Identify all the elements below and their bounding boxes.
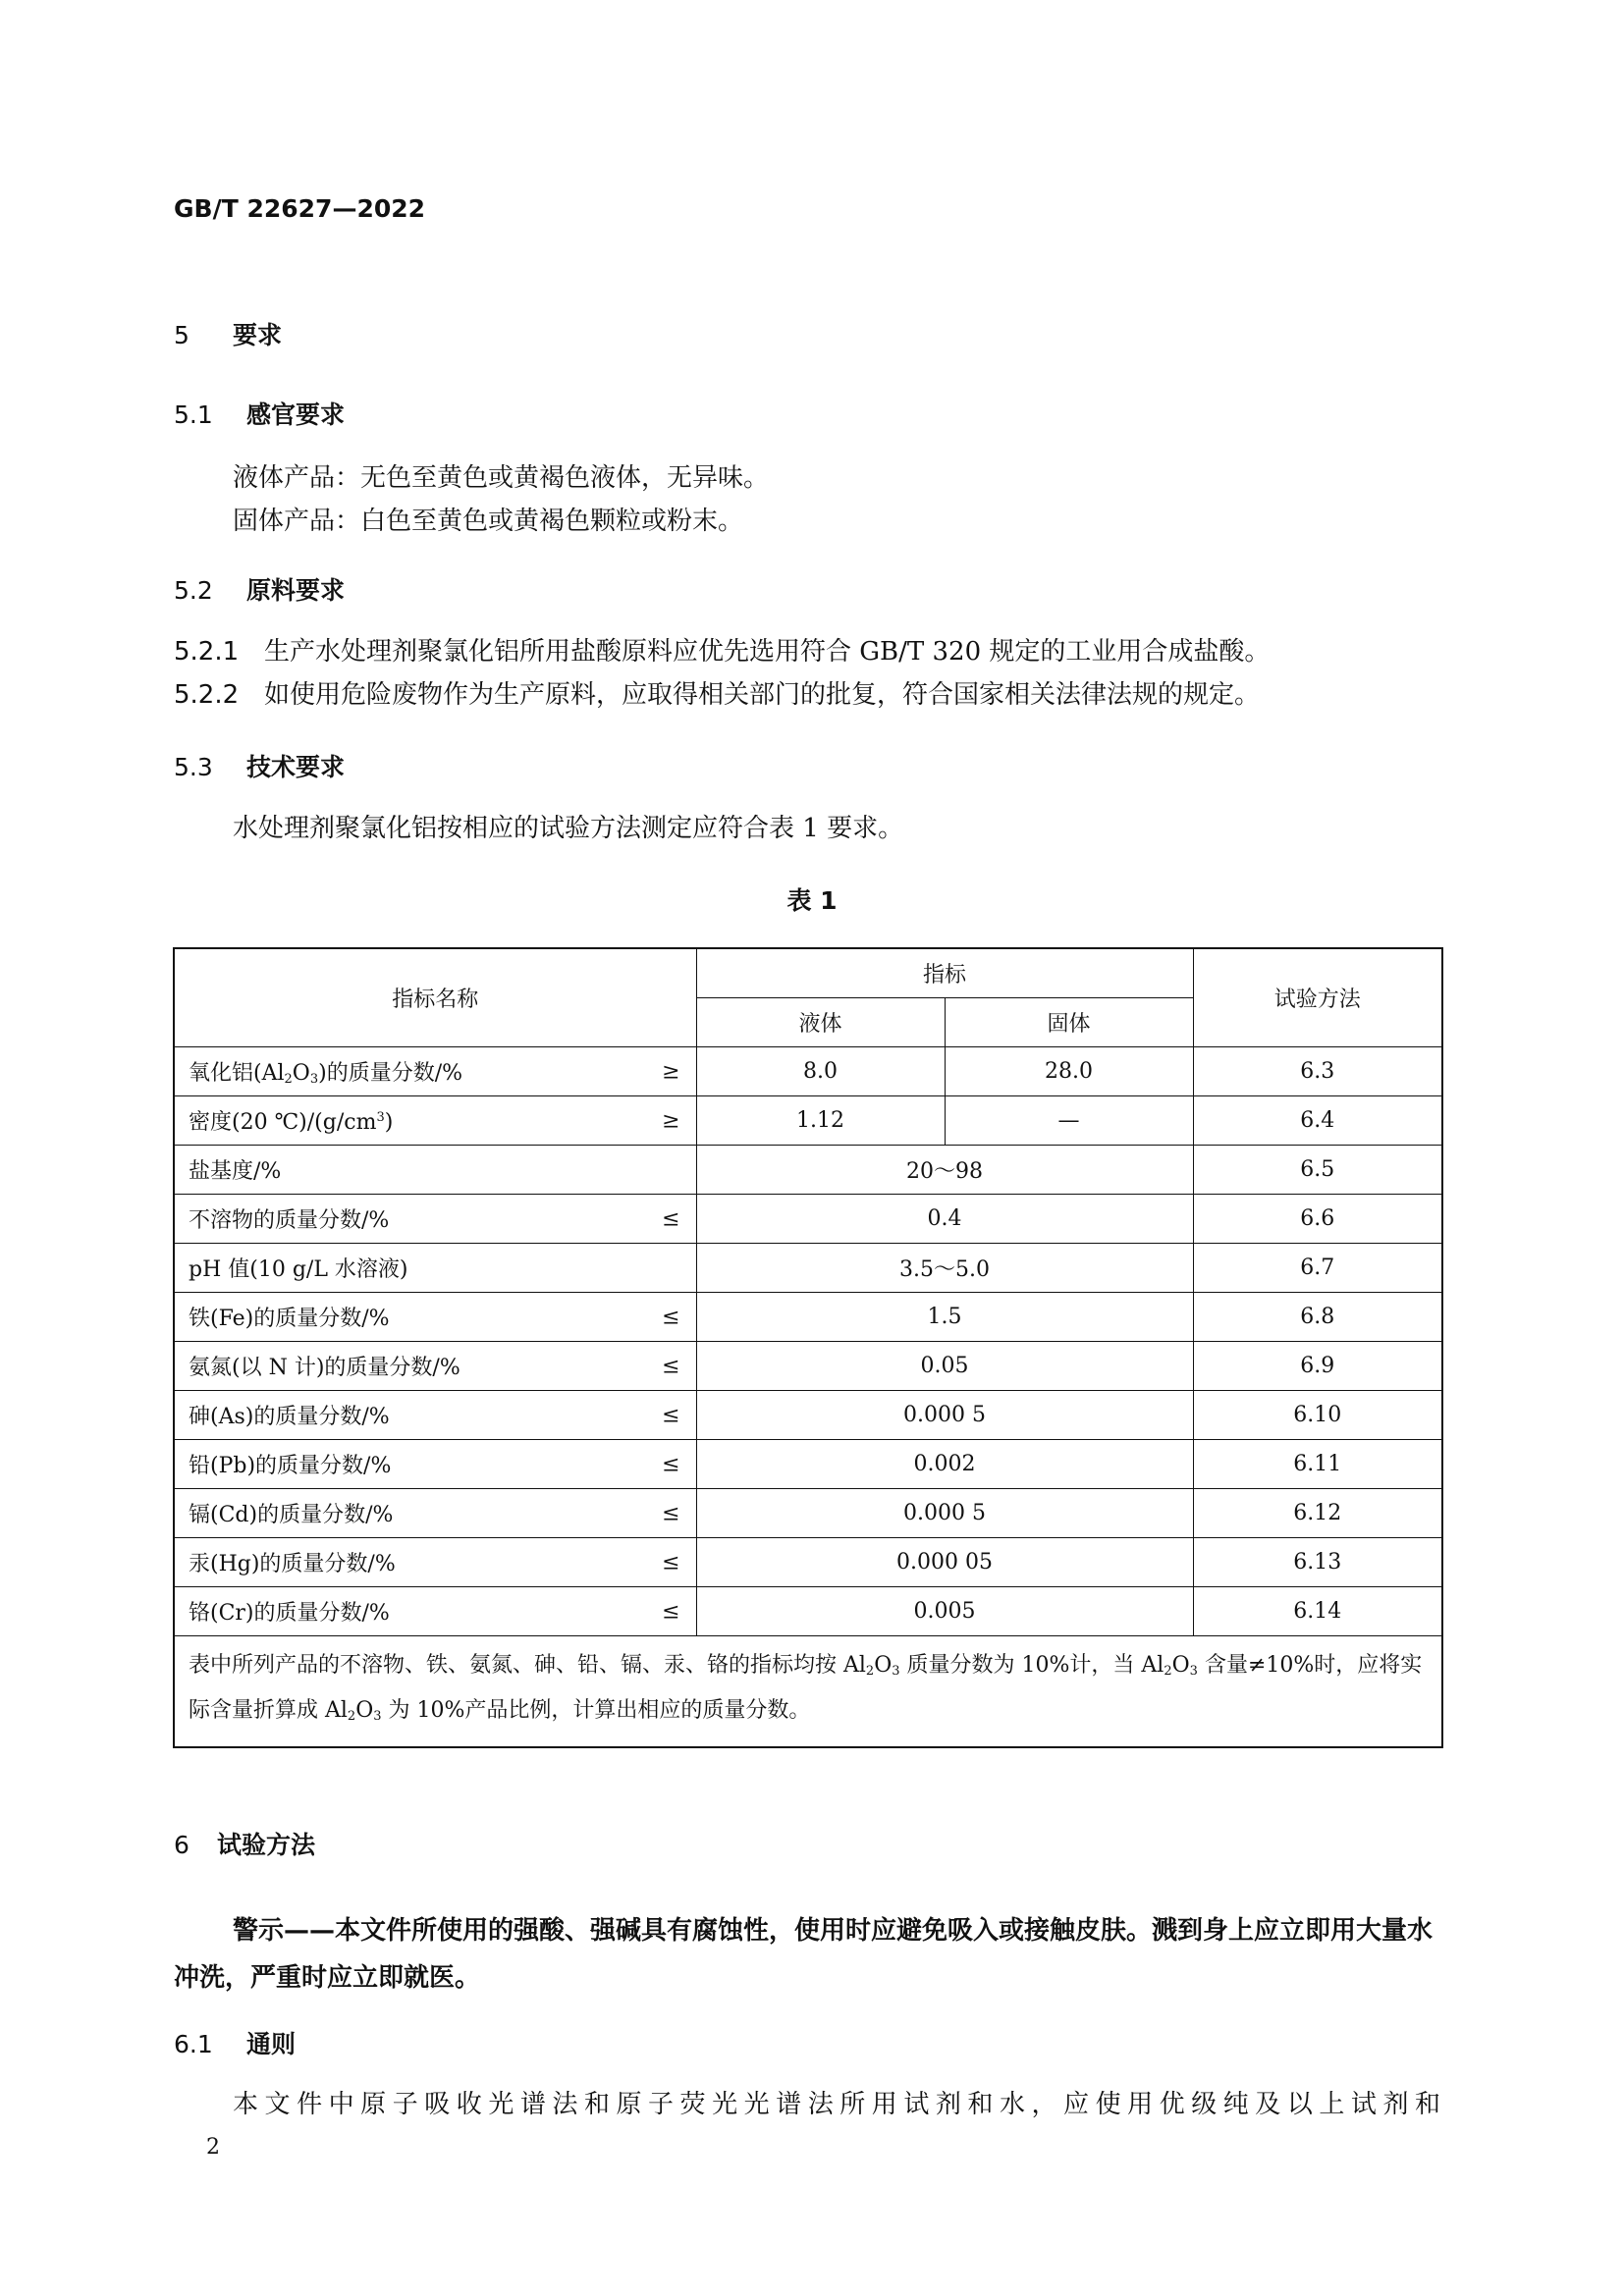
section-number: 5.1 — [174, 400, 213, 429]
operator: ≤ — [662, 1550, 680, 1575]
section-5-1-heading — [174, 396, 345, 431]
table-row — [174, 1587, 1442, 1636]
cell-method: 6.3 — [1193, 1047, 1442, 1096]
clause-text: 如使用危险废物作为生产原料，应取得相关部门的批复，符合国家相关法律法规的规定。 — [264, 680, 1261, 710]
table-row — [174, 1146, 1442, 1195]
cell-method: 6.7 — [1193, 1244, 1442, 1293]
operator: ≥ — [662, 1108, 680, 1133]
row-name: 汞(Hg)的质量分数/% ≤ — [174, 1538, 696, 1587]
operator: ≤ — [662, 1452, 680, 1476]
clause-5-2-2 — [174, 673, 1260, 717]
header-indicator-name: 指标名称 — [174, 948, 696, 1047]
clause-text: 生产水处理剂聚氯化铝所用盐酸原料应优先选用符合 GB/T 320 规定的工业用合成盐酸。 — [264, 637, 1271, 667]
warning-paragraph: 警示——本文件所使用的强酸、强碱具有腐蚀性，使用时应避免吸入或接触皮肤。溅到身上应立即用大量水冲洗，严重时应立即就医。 — [174, 1916, 1434, 1993]
cell-method: 6.5 — [1193, 1146, 1442, 1195]
cell-value: 0.05 — [696, 1342, 1193, 1391]
section-title: 感官要求 — [246, 400, 346, 429]
section-title: 试验方法 — [217, 1831, 316, 1859]
cell-solid: — — [945, 1096, 1193, 1146]
clause-number: 5.2.2 — [174, 680, 240, 710]
cell-value: 0.005 — [696, 1587, 1193, 1636]
section-title: 通则 — [246, 2030, 297, 2058]
cell-value: 0.002 — [696, 1440, 1193, 1489]
cell-value: 20～98 — [696, 1146, 1193, 1195]
row-name: 铬(Cr)的质量分数/% ≤ — [174, 1587, 696, 1636]
row-name: pH 值(10 g/L 水溶液) — [174, 1244, 696, 1293]
operator: ≤ — [662, 1501, 680, 1525]
row-name: 镉(Cd)的质量分数/% ≤ — [174, 1489, 696, 1538]
section-number: 6.1 — [174, 2030, 213, 2058]
section-6-heading — [174, 1826, 315, 1861]
table-row — [174, 1342, 1442, 1391]
cell-method: 6.13 — [1193, 1538, 1442, 1587]
header-test-method: 试验方法 — [1193, 948, 1442, 1047]
spec-table — [173, 947, 1443, 1748]
row-name: 砷(As)的质量分数/% ≤ — [174, 1391, 696, 1440]
cell-liquid: 8.0 — [696, 1047, 945, 1096]
cell-value: 0.000 5 — [696, 1489, 1193, 1538]
operator: ≥ — [662, 1059, 680, 1084]
cell-value: 0.4 — [696, 1195, 1193, 1244]
section-title: 技术要求 — [246, 753, 346, 781]
row-name: 氧化铝$(Al_2O_3)$的质量分数/% ≥ — [174, 1047, 696, 1096]
table-caption: 表 1 — [786, 886, 838, 915]
row-name: 铅(Pb)的质量分数/% ≤ — [174, 1440, 696, 1489]
operator: ≤ — [662, 1206, 680, 1231]
table-note: 表中所列产品的不溶物、铁、氨氮、砷、铅、镉、汞、铬的指标均按 $Al_2O_3$ 质量分数为 10%计，当 $Al_2O_3$ 含量≠10%时，应将实际含量折算成 $Al_2O_3$ 为 10%产品比例，计算出相应的质量分数。 — [174, 1636, 1442, 1748]
cell-solid: 28.0 — [945, 1047, 1193, 1096]
cell-value: 0.000 05 — [696, 1538, 1193, 1587]
table-row — [174, 1195, 1442, 1244]
cell-liquid: 1.12 — [696, 1096, 945, 1146]
paragraph: 水处理剂聚氯化铝按相应的试验方法测定应符合表 1 要求。 — [233, 814, 904, 843]
row-name: 氨氮(以 N 计)的质量分数/% ≤ — [174, 1342, 696, 1391]
table-row — [174, 1391, 1442, 1440]
cell-method: 6.8 — [1193, 1293, 1442, 1342]
table-row — [174, 1047, 1442, 1096]
section-number: 6 — [174, 1831, 189, 1859]
clause-number: 5.2.1 — [174, 637, 240, 667]
table-row — [174, 1293, 1442, 1342]
row-name: 不溶物的质量分数/% ≤ — [174, 1195, 696, 1244]
cell-method: 6.14 — [1193, 1587, 1442, 1636]
section-number: 5.2 — [174, 576, 213, 605]
header-solid: 固体 — [945, 998, 1193, 1047]
document-header: GB/T 22627—2022 — [174, 194, 426, 223]
operator: ≤ — [662, 1403, 680, 1427]
table-row — [174, 1096, 1442, 1146]
cell-value: 1.5 — [696, 1293, 1193, 1342]
header-indicator: 指标 — [696, 948, 1193, 998]
cell-method: 6.12 — [1193, 1489, 1442, 1538]
paragraph: 本文件中原子吸收光谱法和原子荧光光谱法所用试剂和水，应使用优级纯及以上试剂和 — [233, 2090, 1440, 2119]
row-name: 密度(20 $℃)/(g/cm^3)$ ≥ — [174, 1096, 696, 1146]
cell-method: 6.10 — [1193, 1391, 1442, 1440]
cell-value: 0.000 5 — [696, 1391, 1193, 1440]
header-liquid: 液体 — [696, 998, 945, 1047]
section-5-2-heading — [174, 571, 345, 607]
section-5-heading — [174, 316, 282, 351]
section-title: 要求 — [233, 321, 283, 349]
paragraph: 固体产品：白色至黄色或黄褐色颗粒或粉末。 — [233, 507, 744, 536]
operator: ≤ — [662, 1599, 680, 1624]
cell-value: 3.5～5.0 — [696, 1244, 1193, 1293]
cell-method: 6.9 — [1193, 1342, 1442, 1391]
row-name: 盐基度/% — [174, 1146, 696, 1195]
table-row — [174, 1538, 1442, 1587]
section-number: 5.3 — [174, 753, 213, 781]
cell-method: 6.11 — [1193, 1440, 1442, 1489]
section-title: 原料要求 — [246, 576, 346, 605]
paragraph: 液体产品：无色至黄色或黄褐色液体，无异味。 — [233, 463, 770, 493]
operator: ≤ — [662, 1305, 680, 1329]
section-6-1-heading — [174, 2025, 296, 2060]
clause-5-2-1 — [174, 630, 1270, 673]
section-5-3-heading — [174, 748, 345, 783]
table-row — [174, 1244, 1442, 1293]
operator: ≤ — [662, 1354, 680, 1378]
table-row — [174, 1489, 1442, 1538]
cell-method: 6.6 — [1193, 1195, 1442, 1244]
section-number: 5 — [174, 321, 189, 349]
table-row — [174, 1440, 1442, 1489]
cell-method: 6.4 — [1193, 1096, 1442, 1146]
table-note-row — [174, 1636, 1442, 1748]
row-name: 铁(Fe)的质量分数/% ≤ — [174, 1293, 696, 1342]
page-number: 2 — [206, 2135, 220, 2160]
